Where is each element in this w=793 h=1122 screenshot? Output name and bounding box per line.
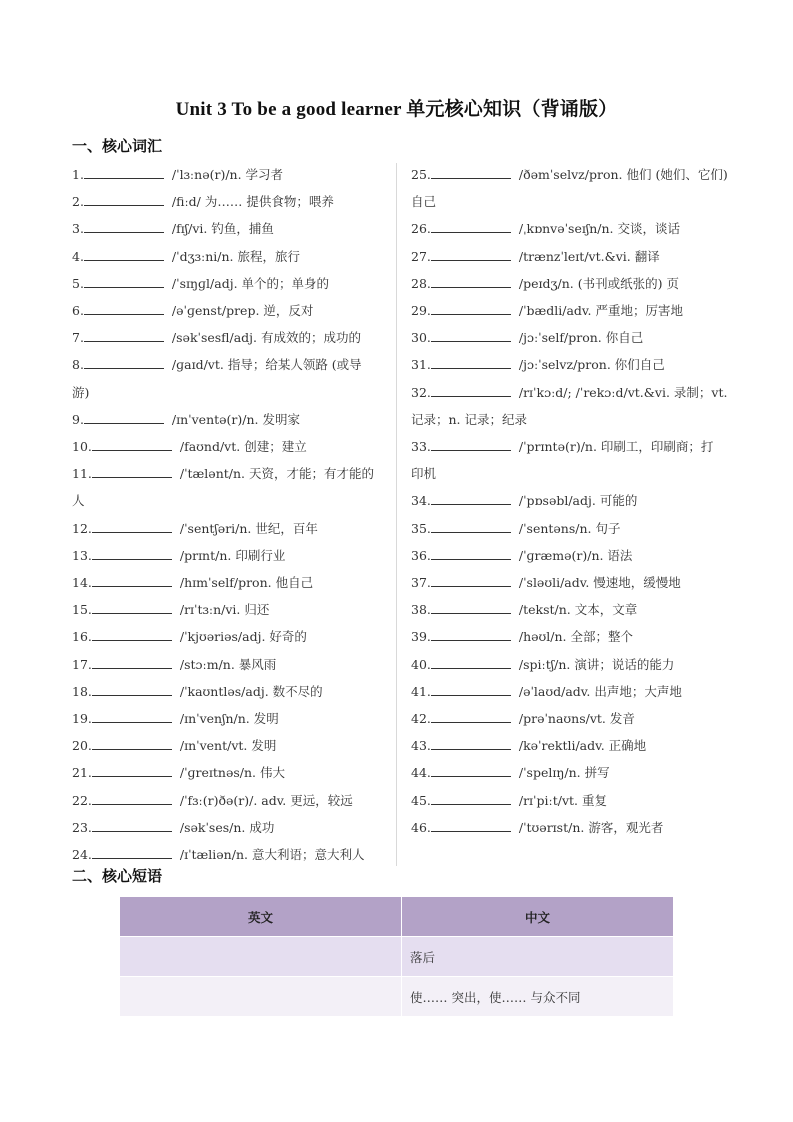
vocab-item-28: [411, 270, 731, 297]
answer-blank[interactable]: [84, 313, 164, 315]
vocab-item-7: [72, 324, 382, 351]
item-number: 23.: [72, 819, 92, 835]
item-number: 28.: [411, 275, 431, 291]
item-definition: /ˈsentəns/n. 句子: [518, 520, 621, 536]
vocab-item-27: [411, 243, 731, 270]
vocab-item-45: [411, 787, 731, 814]
vocab-item-43: [411, 732, 731, 759]
answer-blank[interactable]: [84, 204, 164, 206]
answer-blank[interactable]: [431, 367, 511, 369]
item-definition: /səkˈses/n. 成功: [179, 819, 275, 835]
section-heading-vocabulary: 一、核心词汇: [72, 137, 163, 155]
item-definition: /peɪdʒ/n. (书刊或纸张的) 页: [518, 275, 679, 291]
item-definition: /ˈfɜː(r)ðə(r)/. adv. 更远，较远: [179, 792, 353, 808]
item-definition: /həʊl/n. 全部；整个: [518, 629, 633, 645]
item-number: 32.: [411, 384, 431, 400]
item-definition: /stɔːm/n. 暴风雨: [179, 656, 277, 672]
item-number: 6.: [72, 303, 84, 319]
vocab-item-5: [72, 270, 382, 297]
item-definition: /fɪʃ/vi. 钓鱼，捕鱼: [171, 221, 274, 237]
vocab-item-22: [72, 787, 382, 814]
vocab-item-17: [72, 651, 382, 678]
item-definition: /ˈkaʊntləs/adj. 数不尽的: [179, 683, 323, 699]
answer-blank[interactable]: [431, 449, 511, 451]
answer-blank[interactable]: [431, 531, 511, 533]
answer-blank[interactable]: [431, 259, 511, 261]
chinese-meaning-cell: 使…… 突出，使…… 与众不同: [402, 977, 674, 1017]
item-definition: /əˈlaʊd/adv. 出声地；大声地: [518, 683, 682, 699]
item-definition: /jɔːˈselvz/pron. 你们自己: [518, 357, 665, 373]
answer-blank[interactable]: [92, 830, 172, 832]
item-definition: /rɪˈpiːt/vt. 重复: [518, 792, 607, 808]
item-definition: /ˈɡreɪtnəs/n. 伟大: [179, 765, 285, 781]
answer-blank[interactable]: [92, 476, 172, 478]
vocab-item-13: [72, 542, 382, 569]
item-number: 22.: [72, 792, 92, 808]
item-definition: /ɪnˈvenʃn/n. 发明: [179, 711, 279, 727]
answer-blank[interactable]: [431, 830, 511, 832]
english-answer-cell[interactable]: [120, 937, 402, 977]
item-definition: /ˈspelɪŋ/n. 拼写: [518, 765, 610, 781]
item-number: 45.: [411, 792, 431, 808]
item-number: 41.: [411, 683, 431, 699]
table-header-row: [120, 897, 673, 937]
answer-blank[interactable]: [92, 639, 172, 641]
item-definition: /jɔːˈself/pron. 你自己: [518, 330, 644, 346]
vocab-item-32: [411, 379, 731, 406]
answer-blank[interactable]: [92, 775, 172, 777]
answer-blank[interactable]: [431, 340, 511, 342]
vocab-item-33-continued: 印机: [411, 466, 437, 482]
item-definition: /ˈprɪntə(r)/n. 印刷工，印刷商；打: [518, 439, 714, 455]
item-definition: /hɪmˈself/pron. 他自己: [179, 575, 314, 591]
vocab-item-46: [411, 814, 731, 841]
item-definition: /prəˈnaʊns/vt. 发音: [518, 711, 635, 727]
item-number: 9.: [72, 411, 84, 427]
answer-blank[interactable]: [84, 367, 164, 369]
column-header-chinese: 中文: [402, 897, 674, 937]
vocab-item-37: [411, 569, 731, 596]
vocab-item-26: [411, 215, 731, 242]
item-number: 44.: [411, 765, 431, 781]
item-number: 15.: [72, 602, 92, 618]
item-definition: /ɪnˈvent/vt. 发明: [179, 738, 277, 754]
item-number: 36.: [411, 547, 431, 563]
item-number: 3.: [72, 221, 84, 237]
item-number: 25.: [411, 167, 431, 182]
vocab-item-12: [72, 515, 382, 542]
answer-blank[interactable]: [431, 748, 511, 750]
item-number: 26.: [411, 221, 431, 237]
item-number: 7.: [72, 330, 84, 346]
answer-blank[interactable]: [431, 558, 511, 560]
item-definition: /əˈɡenst/prep. 逆，反对: [171, 303, 314, 319]
item-definition: /ˈsləʊli/adv. 慢速地，缓慢地: [518, 575, 681, 591]
answer-blank[interactable]: [92, 531, 172, 533]
item-definition: /ˈsentʃəri/n. 世纪，百年: [179, 520, 318, 536]
page-title: Unit 3 To be a good learner 单元核心知识（背诵版）: [175, 99, 618, 120]
item-number: 35.: [411, 520, 431, 536]
item-number: 24.: [72, 847, 92, 863]
vocab-item-2: [72, 188, 382, 215]
vocab-item-34: [411, 487, 731, 514]
vocab-item-33: [411, 433, 731, 460]
item-definition: /ˈdʒɜːni/n. 旅程，旅行: [171, 248, 300, 264]
answer-blank[interactable]: [92, 585, 172, 587]
vocab-item-3: [72, 215, 382, 242]
item-definition: /ˈsɪŋɡl/adj. 单个的；单身的: [171, 275, 330, 291]
vocab-item-40: [411, 651, 731, 678]
item-number: 19.: [72, 711, 92, 727]
item-definition: /ˈlɜːnə(r)/n. 学习者: [171, 167, 284, 182]
vocab-item-6: [72, 297, 382, 324]
answer-blank[interactable]: [84, 259, 164, 261]
item-number: 5.: [72, 275, 84, 291]
answer-blank[interactable]: [92, 449, 172, 451]
answer-blank[interactable]: [431, 313, 511, 315]
answer-blank[interactable]: [431, 585, 511, 587]
item-number: 40.: [411, 656, 431, 672]
vocab-item-21: [72, 759, 382, 786]
item-definition: /tekst/n. 文本，文章: [518, 602, 638, 618]
item-number: 16.: [72, 629, 92, 645]
answer-blank[interactable]: [92, 667, 172, 669]
vocab-item-8-continued: 游): [72, 384, 90, 400]
vocab-item-18: [72, 678, 382, 705]
answer-blank[interactable]: [92, 748, 172, 750]
answer-blank[interactable]: [431, 177, 511, 179]
column-header-english: 英文: [120, 897, 402, 937]
item-definition: /ɡaɪd/vt. 指导；给某人领路 (或导: [171, 357, 362, 373]
vocab-item-41: [411, 678, 731, 705]
answer-blank[interactable]: [92, 721, 172, 723]
vocab-item-20: [72, 732, 382, 759]
item-number: 21.: [72, 765, 92, 781]
item-definition: /ˈtælənt/n. 天资，才能；有才能的: [179, 466, 374, 482]
vocab-item-19: [72, 705, 382, 732]
item-number: 17.: [72, 656, 92, 672]
vocab-item-44: [411, 759, 731, 786]
item-number: 10.: [72, 439, 92, 455]
answer-blank[interactable]: [431, 803, 511, 805]
item-definition: /faʊnd/vt. 创建；建立: [179, 439, 307, 455]
answer-blank[interactable]: [431, 694, 511, 696]
answer-blank[interactable]: [84, 231, 164, 233]
item-definition: /ˈbædli/adv. 严重地；厉害地: [518, 303, 683, 319]
vocab-item-4: [72, 243, 382, 270]
vocab-item-30: [411, 324, 731, 351]
item-number: 2.: [72, 194, 84, 210]
item-number: 13.: [72, 547, 92, 563]
answer-blank[interactable]: [92, 612, 172, 614]
answer-blank[interactable]: [431, 639, 511, 641]
item-number: 39.: [411, 629, 431, 645]
answer-blank[interactable]: [92, 857, 172, 859]
section-heading-phrases: 二、核心短语: [72, 867, 163, 885]
item-definition: /səkˈsesfl/adj. 有成效的；成功的: [171, 330, 362, 346]
item-number: 11.: [72, 466, 92, 482]
vocab-item-11: [72, 460, 382, 487]
item-number: 1.: [72, 167, 84, 182]
vocab-item-10: [72, 433, 382, 460]
vocab-item-39: [411, 623, 731, 650]
vocab-item-9: [72, 406, 382, 433]
answer-blank[interactable]: [431, 503, 511, 505]
vocab-item-23: [72, 814, 382, 841]
vocab-item-32-continued: 记录；n. 记录；纪录: [411, 411, 527, 427]
item-definition: /ðəmˈselvz/pron. 他们 (她们、它们): [518, 167, 728, 182]
item-definition: /ˈpɒsəbl/adj. 可能的: [518, 493, 638, 509]
answer-blank[interactable]: [92, 694, 172, 696]
item-definition: /ˌkɒnvəˈseɪʃn/n. 交谈，谈话: [518, 221, 681, 237]
item-definition: /spiːtʃ/n. 演讲；说话的能力: [518, 656, 675, 672]
chinese-meaning-cell: 落后: [402, 937, 674, 977]
table-row: [120, 977, 673, 1017]
vocab-item-25: [411, 161, 731, 188]
item-definition: /ˈɡræmə(r)/n. 语法: [518, 547, 633, 563]
item-number: 29.: [411, 303, 431, 319]
item-number: 33.: [411, 439, 431, 455]
item-definition: /ɪnˈventə(r)/n. 发明家: [171, 411, 300, 427]
vocab-item-16: [72, 623, 382, 650]
answer-blank[interactable]: [431, 612, 511, 614]
answer-blank[interactable]: [84, 340, 164, 342]
item-number: 38.: [411, 602, 431, 618]
vocab-item-8: [72, 351, 382, 378]
item-number: 4.: [72, 248, 84, 264]
answer-blank[interactable]: [431, 667, 511, 669]
answer-blank[interactable]: [84, 286, 164, 288]
vocab-item-1: [72, 161, 382, 188]
item-number: 34.: [411, 493, 431, 509]
item-definition: /prɪnt/n. 印刷行业: [179, 547, 286, 563]
item-number: 30.: [411, 330, 431, 346]
item-definition: /rɪˈtɜːn/vi. 归还: [179, 602, 270, 618]
vocab-item-11-continued: 人: [72, 493, 85, 509]
vocab-column-right: [411, 161, 731, 841]
answer-blank[interactable]: [84, 177, 164, 179]
vocab-item-36: [411, 542, 731, 569]
item-definition: /kəˈrektli/adv. 正确地: [518, 738, 647, 754]
vocab-item-38: [411, 596, 731, 623]
answer-blank[interactable]: [431, 395, 511, 397]
answer-blank[interactable]: [431, 775, 511, 777]
item-number: 18.: [72, 683, 92, 699]
item-number: 46.: [411, 819, 431, 835]
item-number: 31.: [411, 357, 431, 373]
item-number: 12.: [72, 520, 92, 536]
item-definition: /ˈtʊərɪst/n. 游客，观光者: [518, 819, 664, 835]
column-divider: [396, 163, 397, 866]
item-number: 20.: [72, 738, 92, 754]
phrase-table: [120, 897, 673, 1016]
vocab-column-left: [72, 161, 382, 868]
vocab-item-14: [72, 569, 382, 596]
item-definition: /fiːd/ 为…… 提供食物；喂养: [171, 194, 334, 210]
table-row: [120, 937, 673, 977]
vocab-item-25-continued: 自己: [411, 194, 437, 210]
item-definition: /ˈkjʊəriəs/adj. 好奇的: [179, 629, 307, 645]
answer-blank[interactable]: [431, 721, 511, 723]
item-number: 27.: [411, 248, 431, 264]
answer-blank[interactable]: [84, 422, 164, 424]
vocab-item-35: [411, 515, 731, 542]
item-number: 8.: [72, 357, 84, 373]
item-number: 14.: [72, 575, 92, 591]
vocab-item-29: [411, 297, 731, 324]
item-number: 37.: [411, 575, 431, 591]
vocab-item-15: [72, 596, 382, 623]
item-number: 42.: [411, 711, 431, 727]
vocab-item-42: [411, 705, 731, 732]
item-number: 43.: [411, 738, 431, 754]
item-definition: /trænzˈleɪt/vt.&vi. 翻译: [518, 248, 660, 264]
english-answer-cell[interactable]: [120, 977, 402, 1017]
answer-blank[interactable]: [92, 803, 172, 805]
answer-blank[interactable]: [431, 286, 511, 288]
item-definition: /rɪˈkɔːd/; /ˈrekɔːd/vt.&vi. 录制；vt.: [518, 384, 728, 400]
answer-blank[interactable]: [92, 558, 172, 560]
vocab-item-31: [411, 351, 731, 378]
answer-blank[interactable]: [431, 231, 511, 233]
item-definition: /ɪˈtæliən/n. 意大利语；意大利人: [179, 847, 365, 863]
